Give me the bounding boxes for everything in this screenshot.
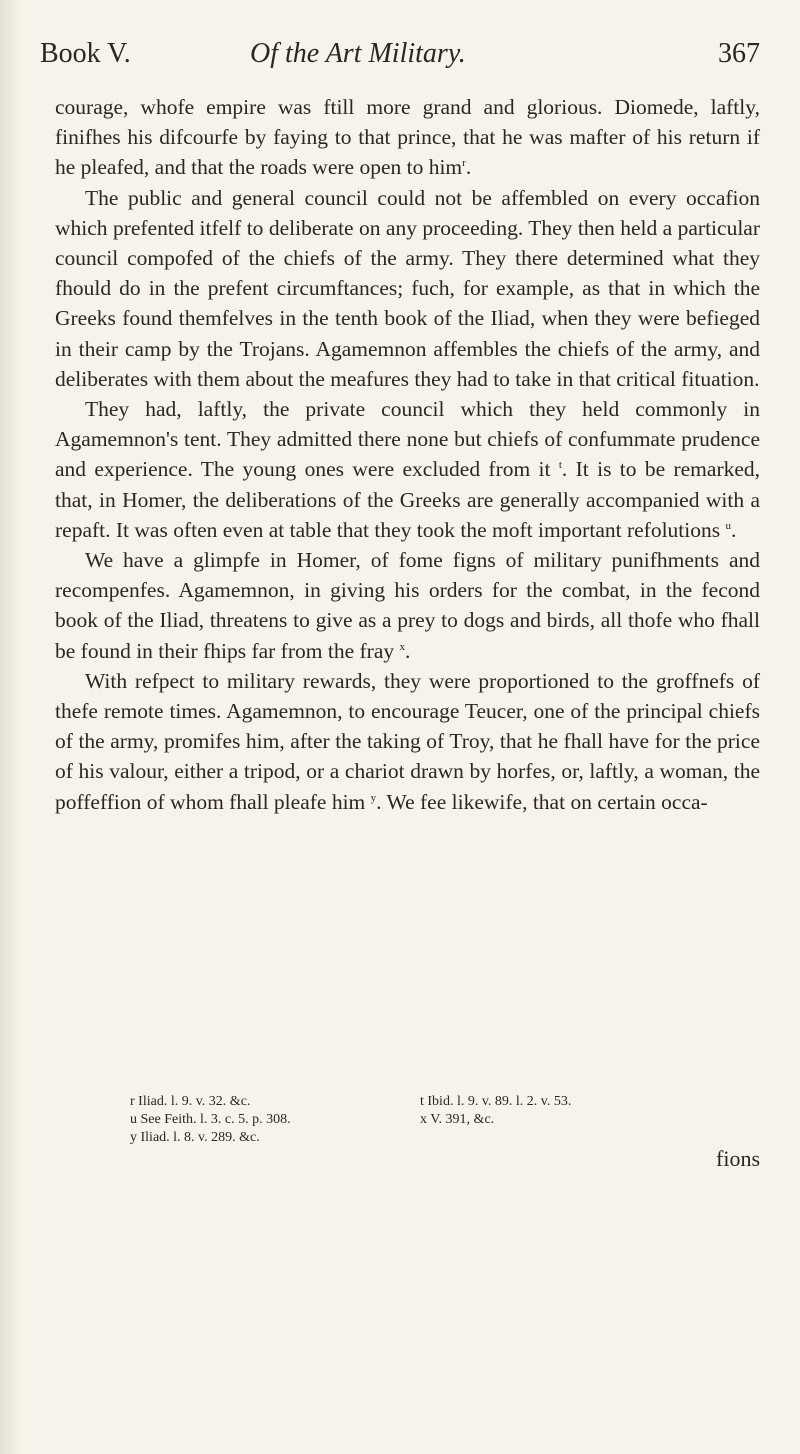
footnote: u See Feith. l. 3. c. 5. p. 308. — [130, 1112, 291, 1127]
footnote-row — [130, 1093, 690, 1111]
footnote: y Iliad. l. 8. v. 289. &c. — [130, 1130, 260, 1145]
footnote-marker: x — [399, 640, 405, 653]
paragraph: They had, laftly, the private council which they held commonly in Agamemnon's tent. They admitted there none but chiefs of confummate prudence and experience. The young ones were excluded from it $^t$. It is to be remarked, that, in Homer, the deliberations of the Greeks are generally accompanied with a repaft. It was often even at table that they took the moft important refolutions $^u$. — [55, 397, 761, 542]
book-label: Book V. — [40, 38, 131, 69]
footnotes — [130, 1093, 690, 1147]
page-number: 367 — [718, 38, 760, 69]
footnote: t Ibid. l. 9. v. 89. l. 2. v. 53. — [420, 1094, 572, 1109]
paragraph: courage, whofe empire was ftill more grand and glorious. Diomede, laftly, finifhes his difcourfe by faying to that prince, that he was mafter of his return if he pleafed, and that the roads were open to him$^r$. — [55, 95, 760, 180]
footnote — [420, 1129, 690, 1147]
page-gutter-shadow — [0, 0, 22, 1454]
footnote-row — [130, 1129, 690, 1147]
paragraph: The public and general council could not be affembled on every occafion which prefented itfelf to deliberate on any proceeding. They then held a particular council compofed of the chiefs of the army. They there determined what they fhould do in the prefent circumftances; fuch, for example, as that in which the Greeks found themfelves in the tenth book of the Iliad, when they were befieged in their camp by the Trojans. Agamemnon affembles the chiefs of the army, and deliberates with them about the meafures they had to take in that critical fituation. — [55, 185, 760, 391]
catchword: fions — [716, 1146, 760, 1171]
footnote: x V. 391, &c. — [420, 1112, 495, 1127]
running-title: Of the Art Military. — [250, 38, 466, 69]
footnote-marker: r — [462, 157, 466, 170]
footnote-marker: u — [725, 519, 731, 532]
footnote-row — [130, 1111, 690, 1129]
footnote: r Iliad. l. 9. v. 32. &c. — [130, 1094, 251, 1109]
running-header — [40, 38, 760, 78]
footnote-marker: t — [558, 459, 562, 472]
body-text — [55, 92, 760, 817]
paragraph: With refpect to military rewards, they were proportioned to the groffnefs of thefe remote times. Agamemnon, to encourage Teucer, one of the principal chiefs of the army, promifes him, after the taking of Troy, that he fhall have for the price of his valour, either a tripod, or a chariot drawn by horfes, or, laftly, a woman, the poffeffion of whom fhall pleafe him $^y$. We fee likewife, that on certain occa- — [55, 668, 760, 814]
paragraph: We have a glimpfe in Homer, of fome figns of military punifhments and recompenfes. Agamemnon, in giving his orders for the combat, in the fecond book of the Iliad, threatens to give as a prey to dogs and birds, all thofe who fhall be found in their fhips far from the fray $^x$. — [55, 548, 760, 663]
footnote-marker: y — [370, 791, 377, 804]
